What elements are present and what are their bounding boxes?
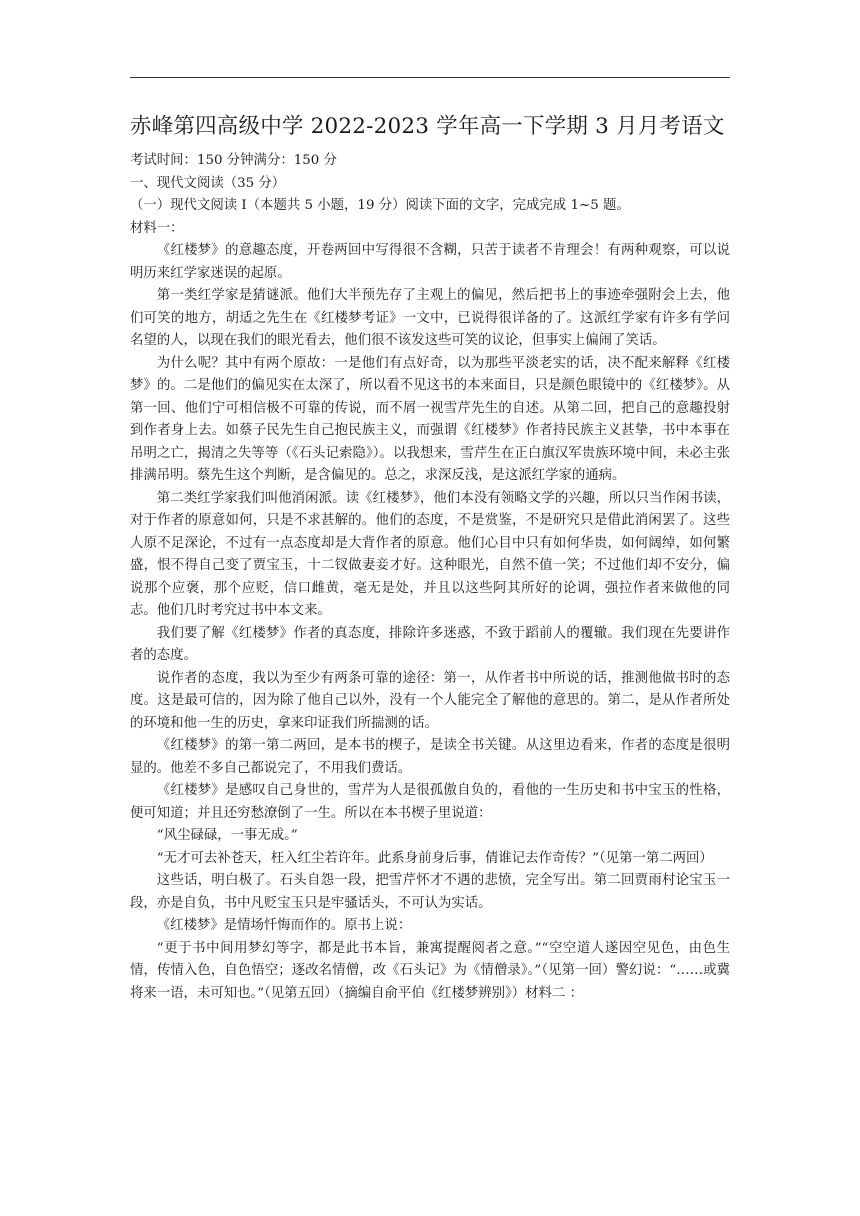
document-title: 赤峰第四高级中学 2022-2023 学年高一下学期 3 月月考语文 xyxy=(130,114,725,139)
paragraph: 第二类红学家我们叫他消闲派。读《红楼梦》，他们本没有领略文学的兴趣，所以只当作闲书读，对于作者的原意如何，只是不求甚解的。他们的态度，不是赏鉴，不是研究只是借此消闲罢了。这些人原不足深论，不过有一点态度却是大背作者的原意。他们心目中只有如何华贵，如何阔绰，如何繁盛，恨不得自己变了贾宝玉，十二钗做妻妾才好。这种眼光，自然不值一笑；不过他们却不安分，偏说那个应褒，那个应贬，信口雌黄，毫无是处，并且以这些阿其所好的论调，强拉作者来做他的同志。他们几时考究过书中本文来。 xyxy=(130,490,730,618)
document-body xyxy=(130,150,730,1005)
paragraph: 这些话，明白极了。石头自怨一段，把雪芹怀才不遇的悲愤，完全写出。第二回贾雨村论宝玉一段，亦是自负，书中凡贬宝玉只是牢骚话头，不可认为实话。 xyxy=(130,873,730,911)
subsection-heading: （一）现代文阅读 I（本题共 5 小题，19 分）阅读下面的文字，完成完成 1~5 题。 xyxy=(130,198,630,213)
quotation: “更于书中间用梦幻等字，都是此书本旨，兼寓提醒阅者之意。”“空空道人遂因空见色，由色生情，传情入色，自色悟空；逐改名情僧，改《石头记》为《情僧录》。”（见第一回）警幻说：“……或冀将来一语，未可知也。”（见第五回）（摘编自俞平伯《红楼梦辨别》）材料二 ： xyxy=(130,940,730,1001)
section-heading: 一、现代文阅读（35 分） xyxy=(130,175,286,191)
header-rule xyxy=(130,77,730,78)
quotation: “无才可去补苍天，枉入红尘若许年。此系身前身后事，倩谁记去作奇传？”（见第一第二两回） xyxy=(156,850,713,866)
quotation: “风尘碌碌，一事无成。” xyxy=(156,828,298,843)
paragraph: 《红楼梦》的第一第二两回，是本书的楔子，是读全书关键。从这里边看来，作者的态度是很明显的。他差不多自己都说完了，不用我们费话。 xyxy=(130,738,730,776)
paragraph: 《红楼梦》是情场忏悔而作的。原书上说： xyxy=(156,918,412,933)
paragraph: 第一类红学家是猜谜派。他们大半预先存了主观上的偏见，然后把书上的事迹牵强附会上去，他们可笑的地方，胡适之先生在《红楼梦考证》一文中，已说得很详备的了。这派红学家有许多有学问名望的人，以现在我们的眼光看去，他们很不该发这些可笑的议论，但事实上偏闹了笑话。 xyxy=(130,288,730,348)
paragraph: 我们要了解《红楼梦》作者的真态度，排除许多迷惑，不致于蹈前人的覆辙。我们现在先要讲作者的态度。 xyxy=(130,625,730,663)
exam-info: 考试时间：150 分钟满分：150 分 xyxy=(130,153,337,168)
paragraph: 《红楼梦》是感叹自己身世的，雪芹为人是很孤傲自负的，看他的一生历史和书中宝玉的性格，便可知道；并且还穷愁潦倒了一生。所以在本书楔子里说道： xyxy=(130,783,730,821)
material-label: 材料一： xyxy=(130,220,184,236)
paragraph: 为什么呢？其中有两个原故：一是他们有点好奇，以为那些平淡老实的话，决不配来解释《红楼梦》的。二是他们的偏见实在太深了，所以看不见这书的本来面目，只是颜色眼镜中的《红楼梦》。从第一回、他们宁可相信极不可靠的传说，而不屑一视雪芹先生的自述。从第二回，把自己的意趣投射到作者身上去。如蔡子民先生自己抱民族主义，而强谓《红楼梦》作者持民族主义甚挚，书中本事在吊明之亡，揭清之失等等（《石头记索隐》）。以我想来，雪芹生在正白旗汉军贵族环境中间，未必主张排满吊明。蔡先生这个判断，是含偏见的。总之，求深反浅，是这派红学家的通病。 xyxy=(130,355,730,483)
paragraph: 《红楼梦》的意趣态度，开卷两回中写得很不含糊，只苦于读者不肯理会！有两种观察，可以说明历来红学家迷误的起原。 xyxy=(130,243,730,281)
paragraph: 说作者的态度，我以为至少有两条可靠的途径：第一，从作者书中所说的话，推测他做书时的态度。这是最可信的，因为除了他自己以外，没有一个人能完全了解他的意思的。第二，是从作者所处的环境和他一生的历史，拿来印证我们所揣测的话。 xyxy=(130,670,730,731)
